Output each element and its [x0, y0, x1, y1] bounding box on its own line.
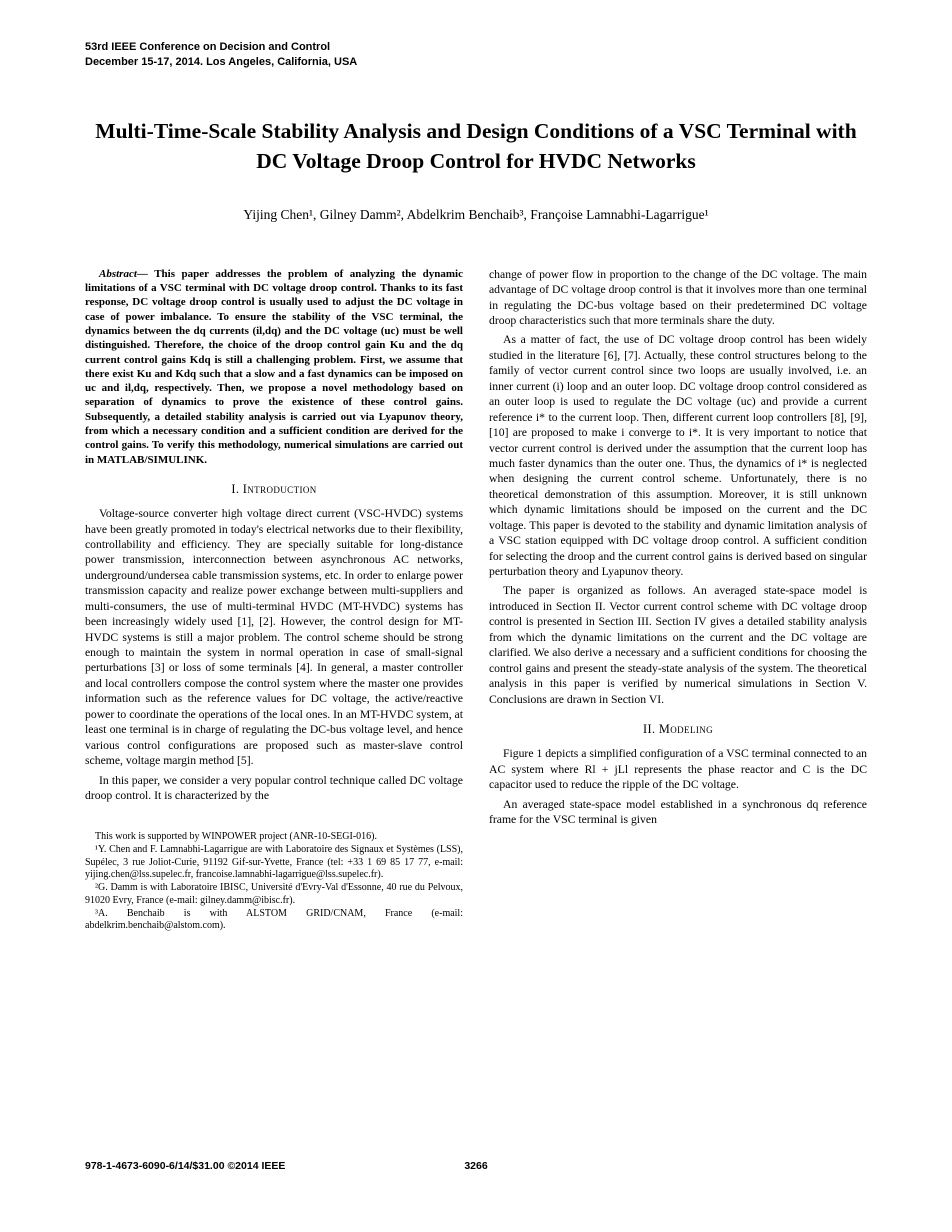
body-paragraph-3: The paper is organized as follows. An averaged state-space model is introduced in Section II. Vector current control scheme with DC voltage droop control is presented in Section III. Section IV gives a detailed stability analysis from which the dynamic limitations on the current and the DC voltage are clarified. We also derive a necessary and a sufficient conditions for choosing the control gains and present the steady-state analysis of the system. The theoretical analysis in this paper is verified by numerical simulations in Section V. Conclusions are drawn in Section VI. [489, 584, 867, 706]
footnote-funding: This work is supported by WINPOWER project (ANR-10-SEGI-016). [95, 831, 377, 843]
modeling-paragraph-2: An averaged state-space model established in a synchronous dq reference frame for the VSC terminal is given [489, 797, 867, 826]
page-footer [85, 1160, 867, 1172]
intro-paragraph-2: In this paper, we consider a very popular control technique called DC voltage droop control. It is characterized by the [85, 773, 463, 802]
footnote-affiliation-2: ²G. Damm is with Laboratoire IBISC, Université d'Evry-Val d'Essonne, 40 rue du Pelvoux, 91020 Evry, France (e-mail: gilney.damm@ibisc.fr). [85, 882, 463, 906]
conference-header [85, 40, 867, 70]
paper-title: Multi-Time-Scale Stability Analysis and Design Conditions of a VSC Terminal with DC Voltage Droop Control for HVDC Networks [95, 118, 857, 174]
body-paragraph-2: As a matter of fact, the use of DC voltage droop control has been widely studied in the literature [6], [7]. Actually, these control structures belong to the family of vector current control since two loops are usually involved, i.e. an inner current (i) loop and an outer loop. DC voltage droop control considered as an outer loop is used to regulate the DC voltage (uc) and provide a current reference i* to the current loop. Then, different current loop controllers [8], [9], [10] are proposed to make i converge to i*. It is very important to notice that vector current control is derived under the assumption that the current loop has much faster dynamics than the outer one. Thus, the dynamics of i* is neglected when designing the current control scheme. Unfortunately, there is no theoretical demonstration of this assumption. Moreover, it is still unknown which dynamic limitations should be imposed on the current and the DC voltage. This paper is devoted to the stability and dynamic limitation analysis of a VSC station equipped with DC voltage droop control. A sufficient condition for selecting the droop and the current control gains is derived based on singular perturbation theory and Lyapunov theory. [489, 333, 867, 579]
left-column [85, 267, 463, 933]
intro-paragraph-1: Voltage-source converter high voltage direct current (VSC-HVDC) systems have been greatly promoted in today's electrical networks due to their flexibility, controllability and efficiency. They are specially suitable for long-distance power transmission, interconnection between asynchronous AC networks, underground/undersea cable transmission systems, etc. In order to enlarge power transmission capacity and realize power exchange between multi-suppliers and multi-consumers, the use of multi-terminal HVDC (MT-HVDC) systems has been increasingly widely used [1], [2]. However, the control design for MT-HVDC systems is still a major problem. The control scheme should be strong enough to maintain the system in normal operation in case of small-signal perturbations [3] or loss of some terminals [4]. In general, a master controller and local controllers compose the control system where the master one provides information such as the reference values for DC voltage, the active/reactive power to coordinate the operations of the local ones. In an MT-HVDC system, at least one terminal is in charge of regulating the DC-bus voltage level, and hence various control configurations are proposed such as master-slave control scheme, voltage margin method [5]. [85, 507, 463, 768]
footnotes-block [85, 831, 463, 933]
right-column [489, 267, 867, 933]
footnote-affiliation-1: ¹Y. Chen and F. Lamnabhi-Lagarrigue are with Laboratoire des Signaux et Systèmes (LSS), Supélec, 3 rue Joliot-Curie, 91192 Gif-sur-Yvette, France (tel: +33 1 69 85 17 77, e-mail: yijing.chen@lss.supelec.fr, francoise.lamnabhi-lagarrigue@lss.supelec.fr). [85, 844, 463, 881]
abstract [85, 267, 463, 467]
abstract-label: Abstract— [99, 267, 148, 280]
conference-date-location: December 15-17, 2014. Los Angeles, California, USA [85, 55, 358, 68]
section-heading-modeling: II. Modeling [642, 721, 714, 736]
copyright-notice: 978-1-4673-6090-6/14/$31.00 ©2014 IEEE [85, 1160, 286, 1172]
abstract-text: This paper addresses the problem of analyzing the dynamic limitations of a VSC terminal with DC voltage droop control. Thanks to its fast response, DC voltage droop control is usually used to adjust the DC voltage in case of power imbalance. To ensure the stability of the VSC terminal, the dynamics between the dq currents (il,dq) and the DC voltage (uc) must be well distinguished. Therefore, the choice of the droop control gain Ku and the dq current control gains Kdq is still a challenging problem. First, we assume that there exist Ku and Kdq such that a slow and a fast dynamics can be imposed on uc and il,dq, respectively. Then, we propose a novel methodology based on separation of dynamics to prove the existence of these control gains. Subsequently, a detailed stability analysis is carried out via Lyapunov theory, from which a necessary condition and a sufficient condition are derived for the control gains. To verify this methodology, numerical simulations are carried out in MATLAB/SIMULINK. [85, 267, 463, 466]
page-number: 3266 [464, 1160, 488, 1172]
body-paragraph-1: change of power flow in proportion to the change of the DC voltage. The main advantage of DC voltage droop control is that it involves more than one terminal in regulating the DC-bus voltage based on their predetermined DC voltage droop characteristics such that more terminals share the duty. [489, 267, 867, 328]
section-heading-introduction: I. Introduction [231, 481, 317, 496]
two-column-body [85, 267, 867, 933]
authors-line: Yijing Chen¹, Gilney Damm², Abdelkrim Benchaib³, Françoise Lamnabhi-Lagarrigue¹ [243, 206, 709, 222]
conference-name: 53rd IEEE Conference on Decision and Control [85, 41, 331, 53]
modeling-paragraph-1: Figure 1 depicts a simplified configuration of a VSC terminal connected to an AC system where Rl + jLl represents the phase reactor and C is the DC capacitor used to reduce the ripple of the DC voltage. [489, 747, 867, 792]
footnote-affiliation-3: ³A. Benchaib is with ALSTOM GRID/CNAM, France (e-mail: abdelkrim.benchaib@alstom.com). [85, 907, 463, 932]
